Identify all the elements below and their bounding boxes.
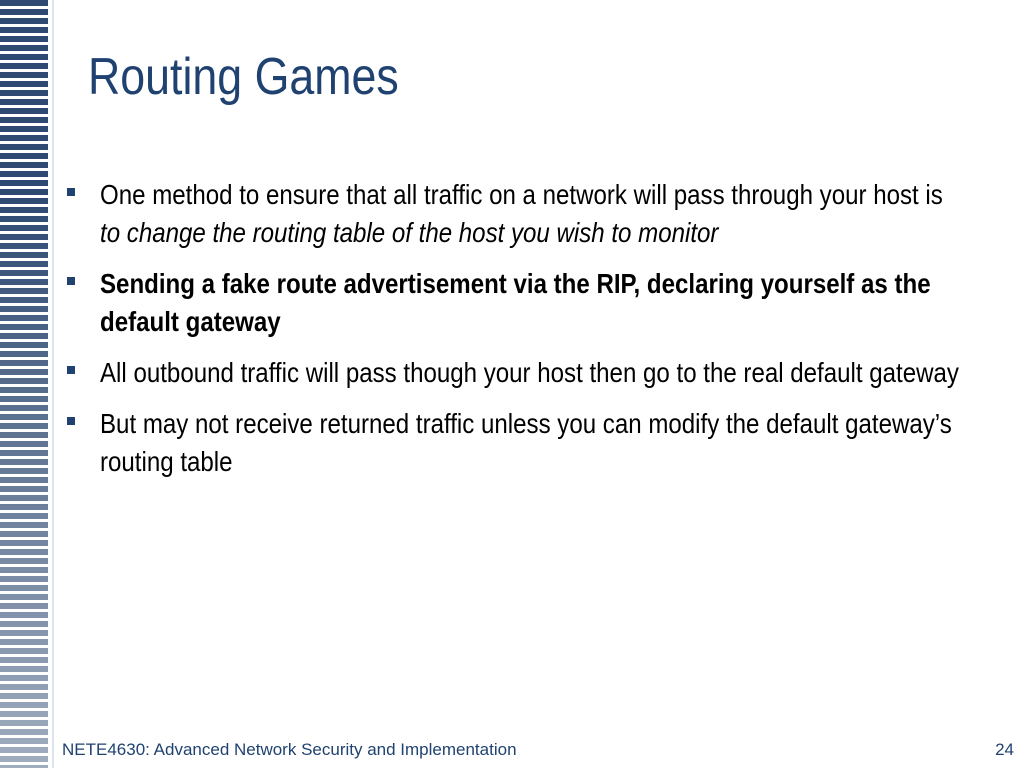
footer-course-title: NETE4630: Advanced Network Security and Implementation: [62, 740, 517, 759]
bullet-text: [100, 176, 960, 252]
square-bullet-icon: [67, 277, 75, 285]
bullet-item: [62, 265, 1022, 341]
square-bullet-icon: [67, 417, 75, 425]
bullet-item: [62, 405, 1022, 481]
slide-title: Routing Games: [88, 48, 399, 106]
bullet-text-italic: to change the routing table of the host you wish to monitor: [100, 217, 719, 248]
bullet-item: [62, 354, 1022, 392]
bullet-text: Sending a fake route advertisement via the RIP, declaring yourself as the default gateway: [100, 268, 931, 337]
square-bullet-icon: [67, 188, 75, 196]
bullet-text: But may not receive returned traffic unless you can modify the default gateway’s routing table: [100, 408, 952, 477]
page-number: 24: [995, 740, 1014, 759]
side-divider-line: [52, 0, 54, 768]
bullet-item: [62, 176, 1022, 252]
bullet-text-regular: One method to ensure that all traffic on a network will pass through your host is: [100, 179, 943, 210]
side-stripe-fade: [0, 0, 48, 768]
bullet-list: [62, 176, 1022, 494]
bullet-text: All outbound traffic will pass though your host then go to the real default gateway: [100, 357, 959, 388]
square-bullet-icon: [67, 366, 75, 374]
